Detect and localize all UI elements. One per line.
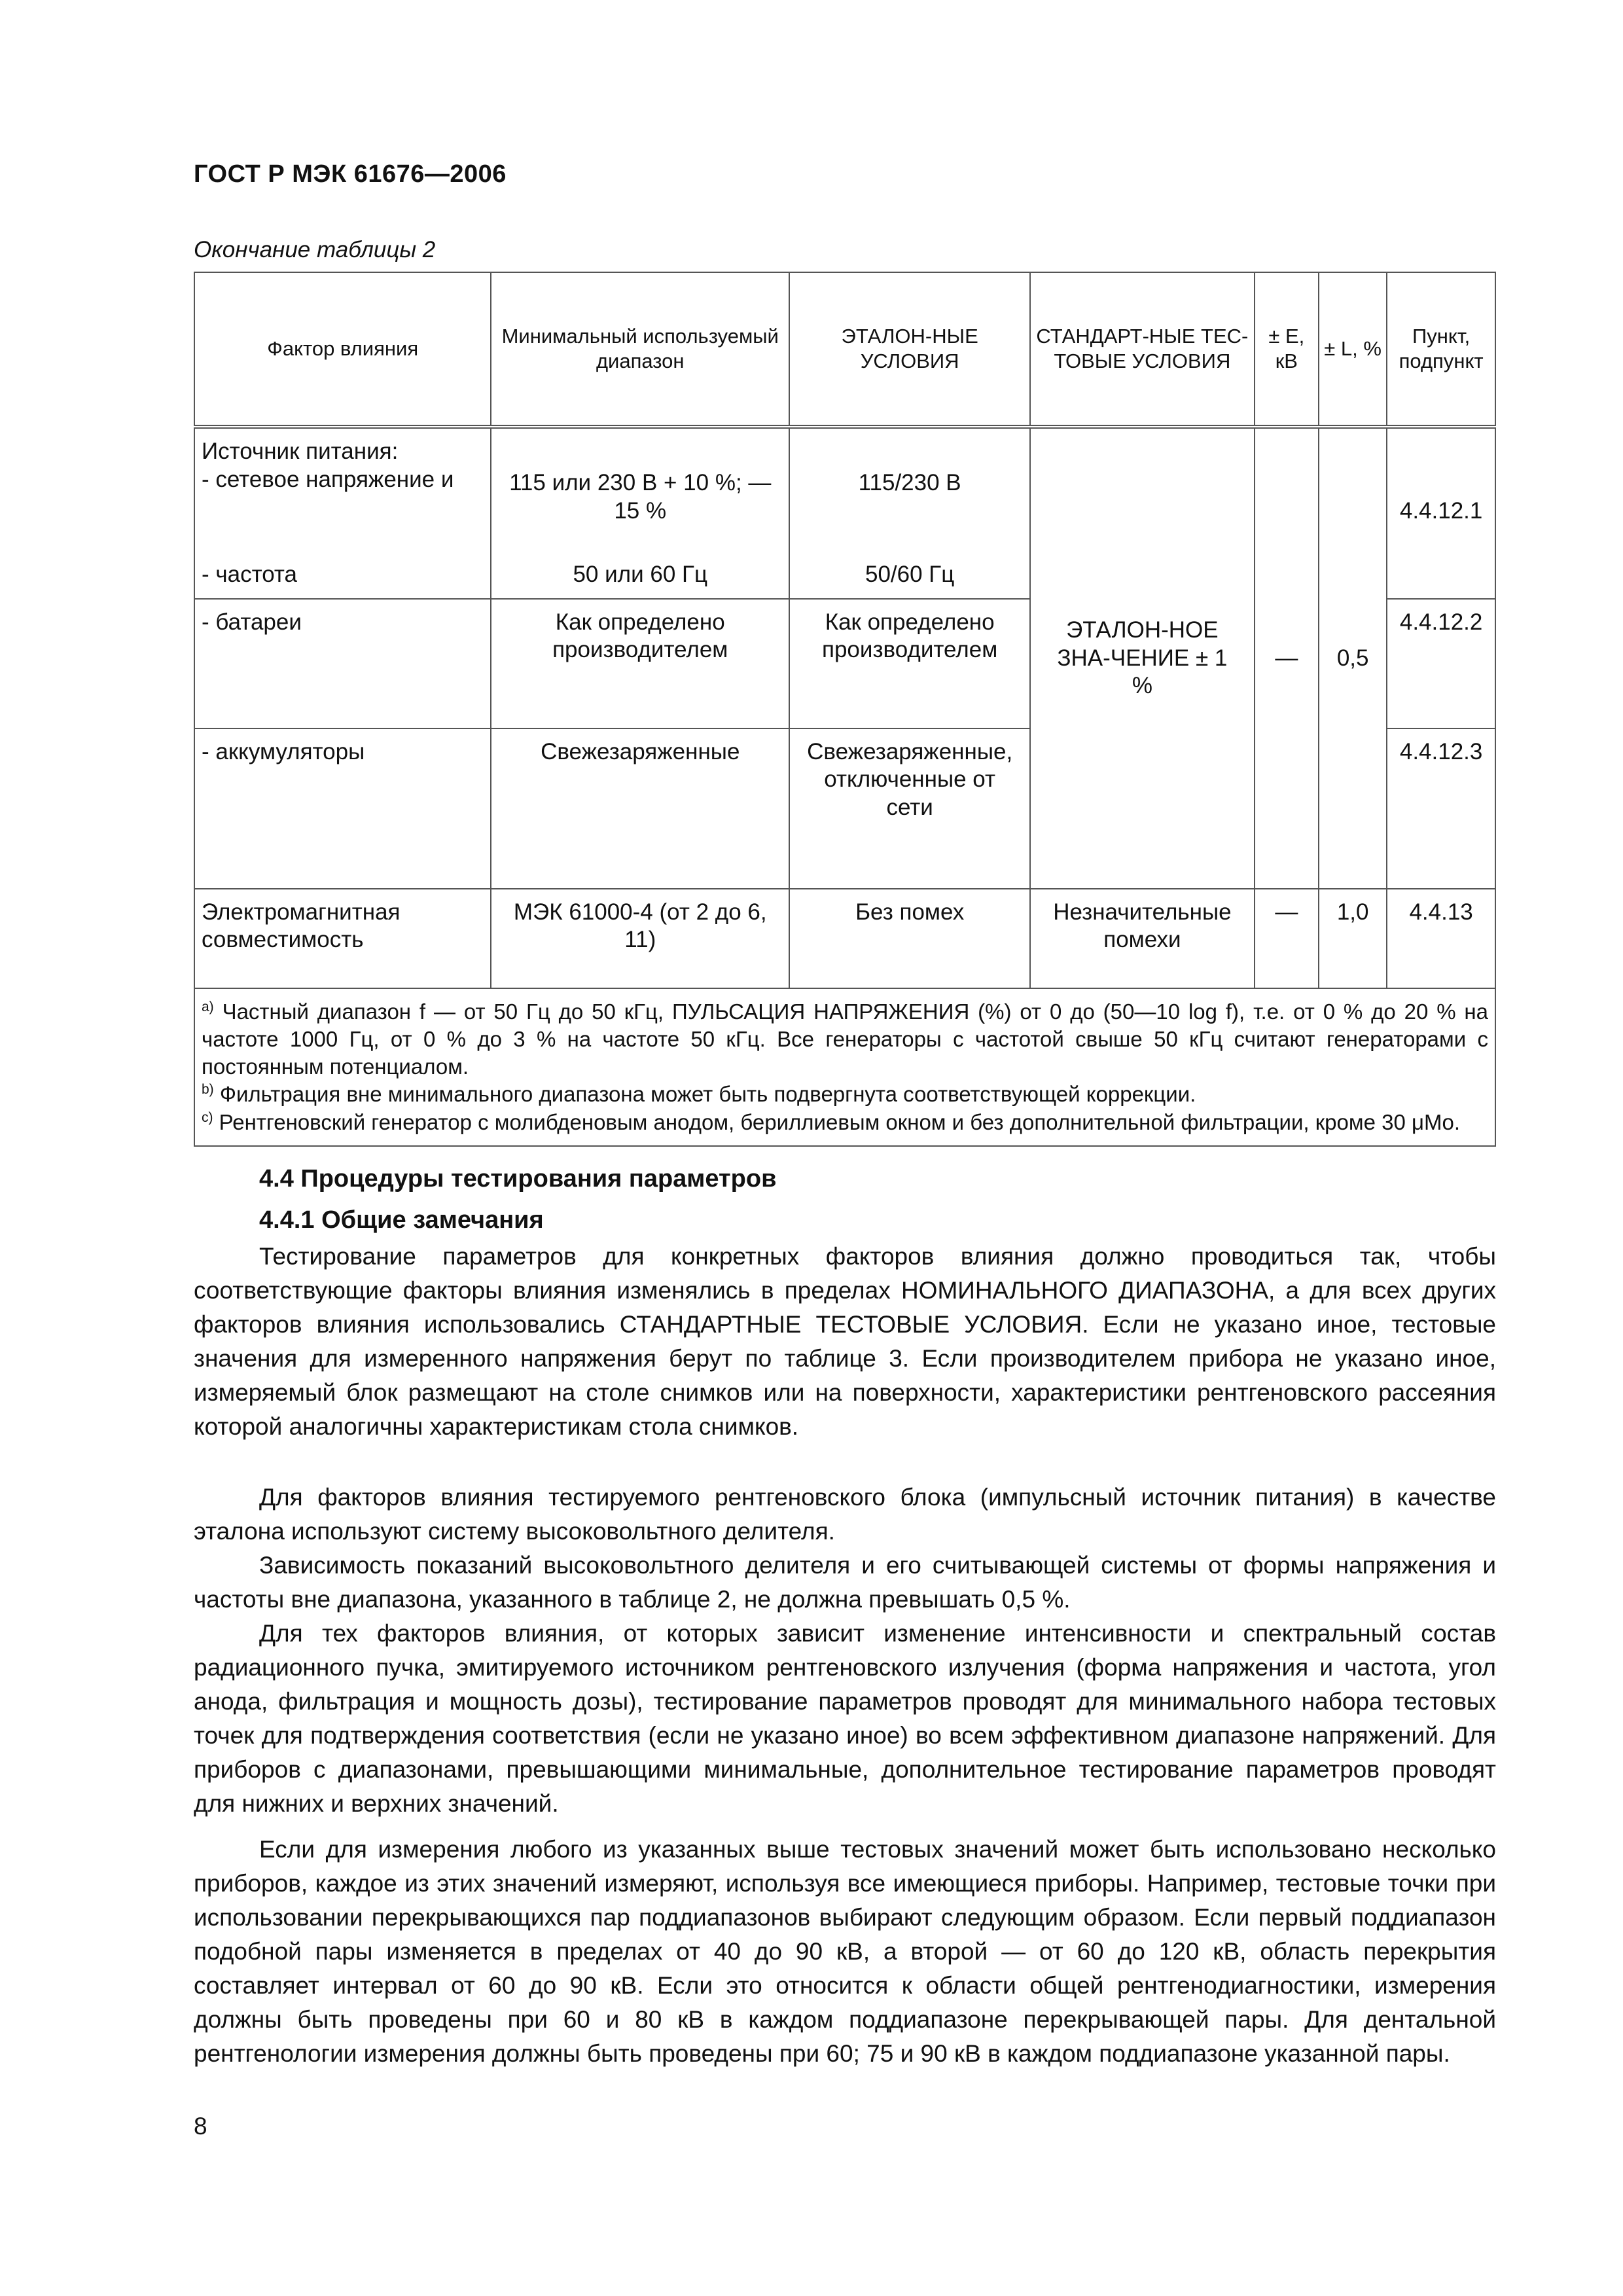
cell-ref-mains bbox=[789, 427, 1030, 558]
acc-clause: 4.4.12.3 bbox=[1399, 738, 1483, 764]
data-table bbox=[194, 272, 1496, 1147]
acc-ref: Свежезаряженные, отключенные от сети bbox=[807, 738, 1013, 821]
cell-range-mains bbox=[491, 427, 789, 558]
paragraph-4: Для тех факторов влияния, от которых зависит изменение интенсивности и спектральный состав радиационного пучка, эмитируемого источником рентгеновского излучения (форма напряжения и частота, угол анода, фильтрация и мощность дозы), тестирование параметров проводят для минимального набора тестовых точек для подтверждения соответствия (если не указано иное) во всем эффективном диапазоне напряжений. Для приборов с диапазонами, превышающими минимальные, дополнительное тестирование параметров проводят для нижних и верхних значений. bbox=[194, 1620, 1496, 1817]
cell-l-emc bbox=[1319, 889, 1387, 988]
cell-factor-batt bbox=[194, 599, 491, 728]
footnote-a-text: Частный диапазон f — от 50 Гц до 50 кГц, ПУЛЬСАЦИЯ НАПРЯЖЕНИЯ (%) от 0 до (50—10 log f), т.е. от 0 % до 20 % на частоте 1000 Гц, от 0 % до 3 % на частоте 50 кГц. Все генераторы с частотой свыше 50 кГц считают генераторами с постоянным потенциалом. bbox=[202, 999, 1489, 1079]
cell-factor-freq bbox=[194, 558, 491, 599]
col-header-factor: Фактор влияния bbox=[194, 272, 491, 427]
cell-std-emc bbox=[1030, 889, 1254, 988]
cell-factor-acc bbox=[194, 728, 491, 889]
footnote-b-mark: b) bbox=[202, 1082, 214, 1098]
footnote-c bbox=[202, 1109, 1488, 1136]
cell-ref-emc bbox=[789, 889, 1030, 988]
emc-factor: Электромагнитная совместимость bbox=[202, 899, 401, 953]
cell-ref-freq bbox=[789, 558, 1030, 599]
section-heading-4-4: 4.4 Процедуры тестирования параметров bbox=[259, 1165, 777, 1193]
acc-factor: - аккумуляторы bbox=[202, 738, 365, 764]
mains-factor: - сетевое напряжение и bbox=[202, 466, 454, 492]
paragraph-5: Если для измерения любого из указанных выше тестовых значений может быть использовано несколько приборов, каждое из этих значений измеряют, используя все имеющиеся приборы. Например, тестовые точки при использовании перекрывающихся пар поддиапазонов выбирают следующим образом. Если первый поддиапазон подобной пары изменяется в пределах от 40 до 90 кВ, а второй — от 60 до 120 кВ, область перекрытия составляет интервал от 60 до 90 кВ. Если это относится к области общей рентгенодиагностики, измерения должны быть проведены при 60 и 80 кВ в каждом поддиапазоне перекрывающей пары. Для дентальной рентгенологии измерения должны быть проведены при 60; 75 и 90 кВ в каждом поддиапазоне указанной пары. bbox=[194, 1836, 1496, 2067]
cell-factor-emc bbox=[194, 889, 491, 988]
mains-range: 115 или 230 В + 10 %; —15 % bbox=[509, 470, 772, 524]
cell-clause-batt bbox=[1387, 599, 1495, 728]
e-power: — bbox=[1275, 645, 1298, 671]
batt-range: Как определено производителем bbox=[552, 609, 728, 663]
mains-clause: 4.4.12.1 bbox=[1399, 498, 1483, 524]
cell-l-power bbox=[1319, 427, 1387, 889]
footnote-c-text: Рентгеновский генератор с молибденовым анодом, бериллиевым окном и без дополнительной фильтрации, кроме 30 μMo. bbox=[219, 1109, 1460, 1134]
batt-ref: Как определено производителем bbox=[822, 609, 998, 663]
emc-e: — bbox=[1275, 899, 1298, 925]
emc-clause: 4.4.13 bbox=[1409, 899, 1473, 925]
cell-clause-emc bbox=[1387, 889, 1495, 988]
emc-l: 1,0 bbox=[1336, 899, 1369, 925]
cell-clause-freq bbox=[1387, 558, 1495, 599]
footnote-b bbox=[202, 1081, 1488, 1108]
footnote-c-mark: c) bbox=[202, 1109, 213, 1125]
cell-range-emc bbox=[491, 889, 789, 988]
col-header-ref-conditions: ЭТАЛОН-НЫЕ УСЛОВИЯ bbox=[789, 272, 1030, 427]
paragraph-3: Зависимость показаний высоковольтного делителя и его считывающей системы от формы напряжения и частоты вне диапазона, указанного в таблице 2, не должна превышать 0,5 %. bbox=[194, 1552, 1496, 1613]
cell-range-acc bbox=[491, 728, 789, 889]
acc-range: Свежезаряженные bbox=[541, 738, 740, 764]
cell-std-power bbox=[1030, 427, 1254, 889]
cell-range-freq bbox=[491, 558, 789, 599]
cell-factor-mains bbox=[194, 427, 491, 558]
emc-ref: Без помех bbox=[855, 899, 965, 925]
footnote-b-text: Фильтрация вне минимального диапазона может быть подвергнута соответствующей коррекции. bbox=[219, 1082, 1196, 1107]
table-header-row bbox=[194, 272, 1495, 427]
table-footnotes bbox=[194, 988, 1495, 1146]
cell-ref-acc bbox=[789, 728, 1030, 889]
table-row bbox=[194, 889, 1495, 988]
freq-range: 50 или 60 Гц bbox=[573, 562, 708, 587]
power-title: Источник питания: bbox=[202, 439, 399, 464]
col-header-clause: Пункт, подпункт bbox=[1387, 272, 1495, 427]
col-header-std-conditions: СТАНДАРТ-НЫЕ ТЕС-ТОВЫЕ УСЛОВИЯ bbox=[1030, 272, 1254, 427]
emc-range: МЭК 61000-4 (от 2 до 6, 11) bbox=[513, 899, 767, 953]
emc-std: Незначительные помехи bbox=[1053, 899, 1232, 953]
document-header: ГОСТ Р МЭК 61676—2006 bbox=[194, 160, 507, 188]
cell-clause-acc bbox=[1387, 728, 1495, 889]
cell-ref-batt bbox=[789, 599, 1030, 728]
mains-ref: 115/230 В bbox=[858, 470, 961, 495]
footnotes-cell bbox=[194, 988, 1495, 1146]
paragraph-2: Для факторов влияния тестируемого рентгеновского блока (импульсный источник питания) в качестве эталона используют систему высоковольтного делителя. bbox=[194, 1484, 1496, 1545]
footnote-a-mark: a) bbox=[202, 999, 214, 1014]
batt-clause: 4.4.12.2 bbox=[1399, 609, 1483, 635]
col-header-l: ± L, % bbox=[1319, 272, 1387, 427]
freq-ref: 50/60 Гц bbox=[865, 562, 955, 587]
col-header-range: Минимальный используемый диапазон bbox=[491, 272, 789, 427]
table-row bbox=[194, 427, 1495, 558]
footnote-a bbox=[202, 998, 1488, 1081]
paragraph-1: Тестирование параметров для конкретных факторов влияния должно проводиться так, чтобы соответствующие факторы влияния изменялись в пределах НОМИНАЛЬНОГО ДИАПАЗОНА, а для всех других факторов влияния использовались СТАНДАРТНЫЕ ТЕСТОВЫЕ УСЛОВИЯ. Если не указано иное, тестовые значения для измеренного напряжения берут по таблице 3. Если производителем прибора не указано иное, измеряемый блок размещают на столе снимков или на поверхности, характеристики рентгеновского рассеяния которой аналогичны характеристикам стола снимков. bbox=[194, 1243, 1496, 1440]
cell-e-power bbox=[1255, 427, 1319, 889]
cell-e-emc bbox=[1255, 889, 1319, 988]
cell-clause-mains bbox=[1387, 427, 1495, 558]
col-header-e: ± E, кВ bbox=[1255, 272, 1319, 427]
l-power: 0,5 bbox=[1336, 645, 1369, 671]
page-number: 8 bbox=[194, 2113, 207, 2140]
freq-factor: - частота bbox=[202, 562, 298, 587]
cell-range-batt bbox=[491, 599, 789, 728]
batt-factor: - батареи bbox=[202, 609, 302, 635]
std-conditions-power: ЭТАЛОН-НОЕ ЗНА-ЧЕНИЕ ± 1 % bbox=[1057, 617, 1228, 699]
table-caption: Окончание таблицы 2 bbox=[194, 237, 436, 262]
section-heading-4-4-1: 4.4.1 Общие замечания bbox=[259, 1206, 544, 1234]
